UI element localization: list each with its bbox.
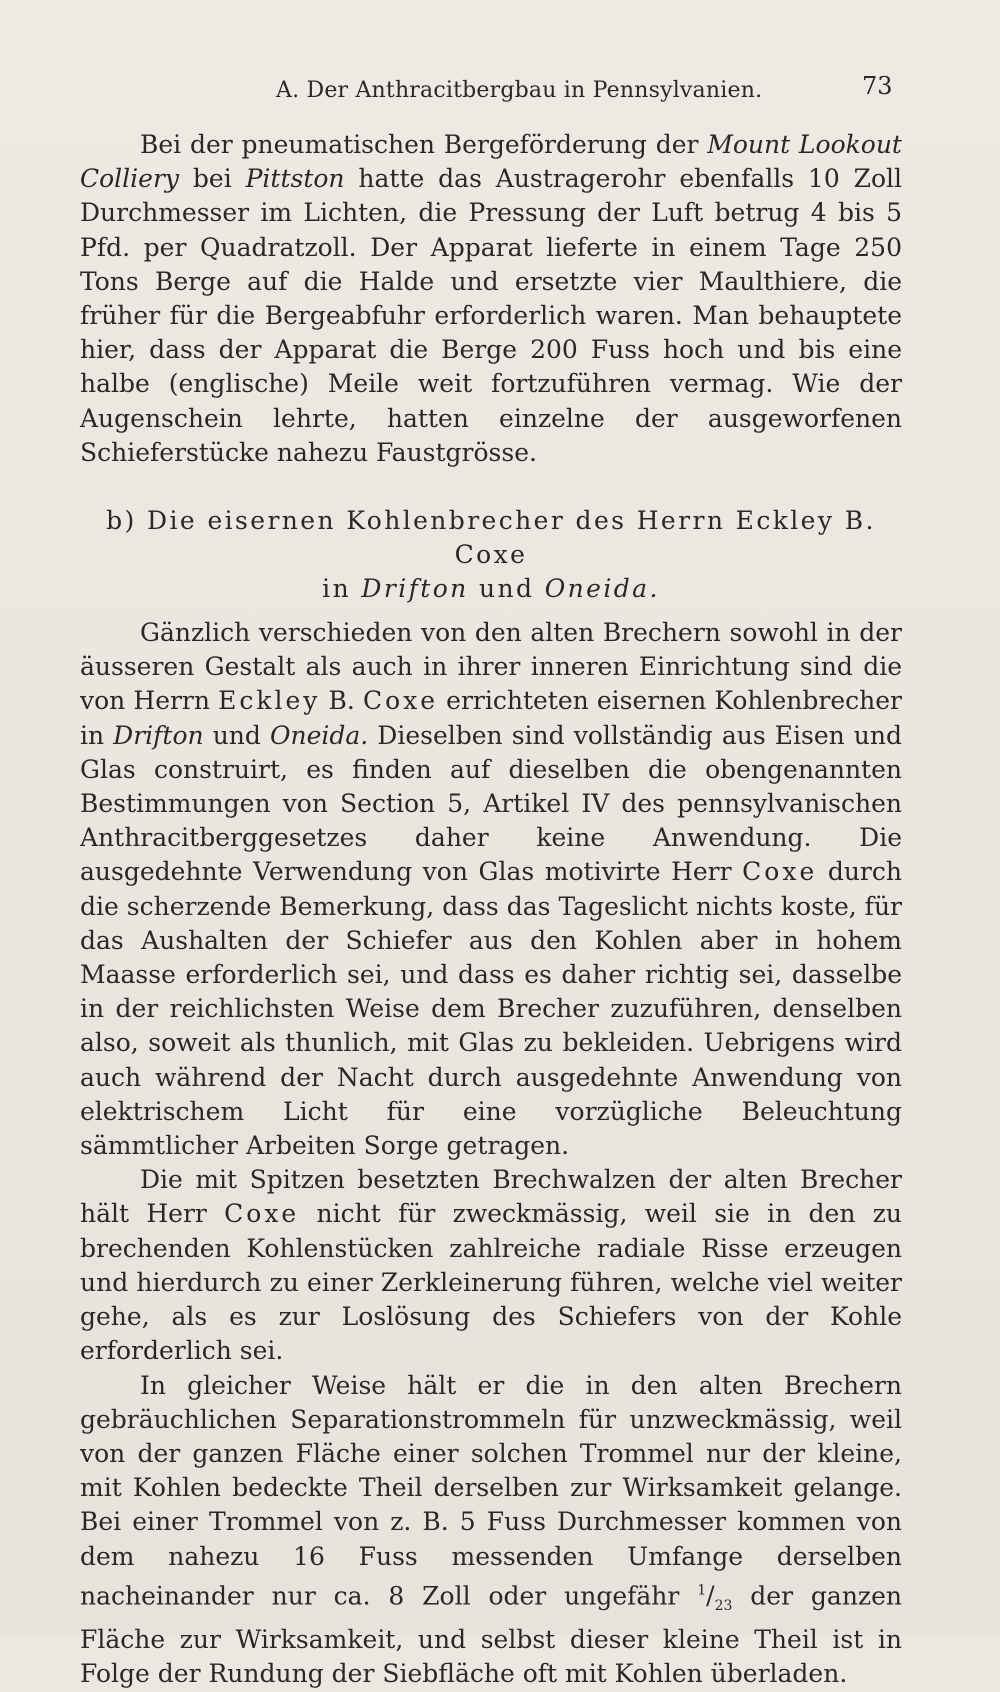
section-heading-line2: [80, 572, 902, 606]
person-name: Coxe: [224, 1199, 300, 1229]
text-run: Dieselben sind vollständig aus Eisen und Glas construirt, es finden auf dieselben die obengenannten Bestimmungen von Section 5, Artikel IV des pennsylvanischen Anthracitberggesetzes daher keine Anwendung. Die ausgedehnte Verwendung von Glas motivirte Herr: [80, 720, 903, 887]
text-run: errichteten eisernen Kohlenbrecher in: [80, 686, 902, 750]
paragraph-pneumatic-conveying: [80, 128, 902, 470]
text-run: B.: [320, 686, 363, 716]
page-number: 73: [862, 72, 893, 100]
text-run: bei: [179, 164, 246, 194]
text-run: hatte das Austragerohr ebenfalls 10 Zoll Durchmesser im Lichten, die Pressung der Luft betrug 4 bis 5 Pfd. per Quadratzoll. Der Apparat lieferte in einem Tage 250 Tons Berge auf die Halde und ersetzte vier Maulthiere, die früher für die Bergeabfuhr erforderlich waren. Man behauptete hier, dass der Apparat die Berge 200 Fuss hoch und bis eine halbe (englische) Meile weit fortzuführen vermag. Wie der Augenschein lehrte, hatten einzelne der ausgeworfenen Schieferstücke nahezu Faustgrösse.: [80, 164, 902, 467]
text-run: Die mit Spitzen besetzten Brechwalzen der alten Brecher hält Herr: [80, 1165, 902, 1229]
section-heading-line1: b) Die eisernen Kohlenbrecher des Herrn Eckley B. Coxe: [106, 506, 876, 570]
place-name: Oneida.: [544, 574, 660, 604]
text-run: Gänzlich verschieden von den alten Brechern sowohl in der äusseren Gestalt als auch in ihrer inneren Einrichtung sind die von Herrn: [80, 618, 902, 716]
paragraph-separation-drums: [80, 1369, 902, 1692]
paragraph-crushing-rolls: [80, 1163, 902, 1368]
person-name: Eckley: [218, 686, 321, 716]
place-name: Drifton: [361, 574, 469, 604]
text-run: in: [322, 574, 362, 604]
place-name: Pittston: [245, 164, 345, 194]
fraction-numerator: 1: [697, 1582, 707, 1599]
person-name: Coxe: [362, 686, 439, 716]
text-run: der ganzen Fläche zur Wirksamkeit, und selbst dieser kleine Theil ist in Folge der Rundung der Siebfläche oft mit Kohlen überladen.: [80, 1581, 902, 1689]
text-run: und: [203, 720, 270, 750]
text-run: durch die scherzende Bemerkung, dass das Tageslicht nichts koste, für das Aushalten der Schiefer aus den Kohlen aber in hohem Maasse erforderlich sei, und dass es daher richtig sei, dasselbe in der reichlichsten Weise dem Brecher zuzuführen, denselben also, soweit als thunlich, mit Glas zu bekleiden. Uebrigens wird auch während der Nacht durch ausgedehnte Anwendung von elektrischem Licht für eine vorzügliche Beleuchtung sämmtlicher Arbeiten Sorge getragen.: [80, 857, 902, 1161]
place-name: Drifton: [113, 720, 204, 750]
text-run: Bei der pneumatischen Bergeförderung der: [140, 130, 708, 159]
text-run: und: [468, 574, 545, 604]
place-name: Oneida.: [269, 720, 369, 750]
paragraph-iron-breakers: [80, 616, 902, 1163]
text-run: In gleicher Weise hält er die in den alten Brechern gebräuchlichen Separationstrommeln für unzweckmässig, weil von der ganzen Fläche einer solchen Trommel nur der kleine, mit Kohlen bedeckte Theil derselben zur Wirksamkeit gelange. Bei einer Trommel von z. B. 5 Fuss Durchmesser kommen von dem nahezu 16 Fuss messenden Umfange derselben nacheinander nur ca. 8 Zoll oder ungefähr: [80, 1370, 902, 1611]
section-gap: [80, 470, 902, 504]
body-text: [80, 128, 902, 1692]
running-head: A. Der Anthracitbergbau in Pennsylvanien.: [276, 78, 763, 103]
person-name: Coxe: [742, 857, 818, 887]
text-run: nicht für zweckmässig, weil sie in den zu brechenden Kohlenstücken zahlreiche radiale Risse erzeugen und hierdurch zu einer Zerkleinerung führen, welche viel weiter gehe, als es zur Loslösung des Schiefers von der Kohle erforderlich sei.: [80, 1199, 902, 1366]
page-header: [0, 72, 1000, 112]
fraction-denominator: 23: [714, 1598, 733, 1615]
section-heading: [80, 504, 902, 606]
place-name: Mount Lookout Colliery: [80, 130, 902, 194]
fraction: $^1/_{23}$: [697, 1581, 733, 1615]
